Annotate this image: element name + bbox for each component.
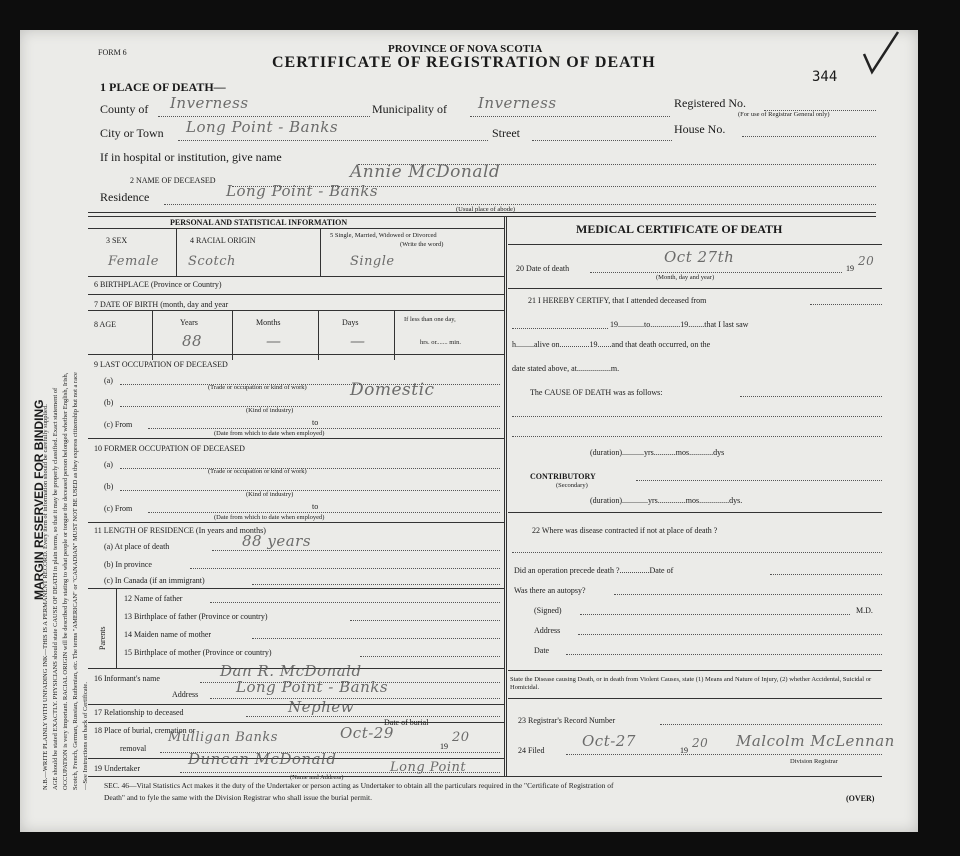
employed-note-1: (Date from which to date when employed) xyxy=(214,430,325,437)
margin-note-5: —See Instructions on back of Certificate. xyxy=(82,682,89,790)
hospital-label: If in hospital or institution, give name xyxy=(100,150,282,164)
last-occupation-label: 9 LAST OCCUPATION OF DECEASED xyxy=(94,360,228,369)
contributory-label: CONTRIBUTORY xyxy=(530,472,596,481)
parents-label: Parents xyxy=(98,626,107,650)
former-occupation-b-label: (b) xyxy=(104,482,114,491)
racial-value: Scotch xyxy=(188,254,236,269)
medical-heading: MEDICAL CERTIFICATE OF DEATH xyxy=(576,222,783,236)
birthplace-label: 6 BIRTHPLACE (Province or Country) xyxy=(94,280,222,289)
months-label: Months xyxy=(256,318,281,327)
county-label: County of xyxy=(100,102,149,116)
days-label: Days xyxy=(342,318,359,327)
form-number: FORM 6 xyxy=(98,48,127,57)
last-occupation-b-label: (b) xyxy=(104,398,114,407)
last-occupation-to-label: to xyxy=(312,418,319,427)
margin-note-3: OCCUPATION is very important. RACIAL ORIGIN will be described by stating to what people or tongue the deceased person belonged whether English, Irish, xyxy=(62,372,69,790)
binding-margin-label: MARGIN RESERVED FOR BINDING xyxy=(32,399,46,600)
name-address-note: (Name and Address) xyxy=(290,774,344,781)
county-value: Inverness xyxy=(170,94,249,112)
undertaker-address-value: Long Point xyxy=(390,760,467,775)
duration-2: (duration).............yrs..............mos...............dys. xyxy=(590,496,743,505)
burial-date-value: Oct-29 xyxy=(340,724,394,742)
contracted-label: 22 Where was disease contracted if not at place of death ? xyxy=(532,526,718,535)
cause-label: The CAUSE OF DEATH was as follows: xyxy=(530,388,663,397)
division-registrar-label: Division Registrar xyxy=(790,758,838,765)
municipality-label: Municipality of xyxy=(372,102,447,116)
footer-text: SEC. 46—Vital Statistics Act makes it the duty of the Undertaker or person acting as Undertaker to obtain all the particulars required in the "Certificate of Registration of xyxy=(104,781,614,790)
certify-line-2: 19.............to...............19........that I last saw xyxy=(610,320,749,329)
certificate-title: CERTIFICATE OF REGISTRATION OF DEATH xyxy=(272,54,656,71)
month-day-year-note: (Month, day and year) xyxy=(656,274,715,281)
medical-date-label: Date xyxy=(534,646,550,655)
at-place-value: 88 years xyxy=(242,532,312,550)
residence-label: Residence xyxy=(100,190,150,204)
province-heading: PROVINCE OF NOVA SCOTIA xyxy=(388,43,543,55)
employed-note-2: (Date from which to date when employed) xyxy=(214,514,325,521)
death-year-prefix: 19 xyxy=(846,264,854,273)
certificate-number: 344 xyxy=(812,69,838,85)
former-occupation-label: 10 FORMER OCCUPATION OF DECEASED xyxy=(94,444,245,453)
removal-label: removal xyxy=(120,744,147,753)
last-occupation-a-label: (a) xyxy=(104,376,113,385)
usual-place-note: (Usual place of abode) xyxy=(456,206,516,213)
certify-text: 21 I HEREBY CERTIFY, that I attended deceased from xyxy=(528,296,707,305)
age-years-value: 88 xyxy=(182,332,203,350)
name-deceased-label: 2 NAME OF DECEASED xyxy=(130,176,216,185)
margin-notes xyxy=(24,100,102,800)
informant-value: Dan R. McDonald xyxy=(220,662,362,680)
former-occupation-from-label: (c) From xyxy=(104,504,133,513)
certify-line-4: date stated above, at.................m. xyxy=(512,364,620,373)
birthplace-mother-label: 15 Birthplace of mother (Province or country) xyxy=(124,648,272,657)
name-deceased-value: Annie McDonald xyxy=(350,162,501,182)
relationship-label: 17 Relationship to deceased xyxy=(94,708,184,717)
write-word-note: (Write the word) xyxy=(400,241,444,248)
checkmark-icon xyxy=(858,30,908,76)
death-certificate xyxy=(20,30,918,832)
over-label: (OVER) xyxy=(846,794,875,803)
division-registrar-signature: Malcolm McLennan xyxy=(736,732,895,750)
duration-1: (duration)...........yrs...........mos............dys xyxy=(590,448,725,457)
at-place-label: (a) At place of death xyxy=(104,542,170,551)
sex-value: Female xyxy=(108,254,159,269)
industry-note-2: (Kind of industry) xyxy=(246,491,294,498)
footer-text-2: Death" and to fyle the same with the Division Registrar who shall issue the burial permit. xyxy=(104,793,373,802)
age-label: 8 AGE xyxy=(94,320,116,329)
years-label: Years xyxy=(180,318,198,327)
industry-note-1: (Kind of industry) xyxy=(246,407,294,414)
place-of-death-label: 1 PLACE OF DEATH— xyxy=(100,80,226,94)
city-value: Long Point - Banks xyxy=(186,118,339,136)
less-one-day-label: If less than one day, xyxy=(404,316,456,323)
undertaker-value: Duncan McDonald xyxy=(188,750,337,768)
certify-line-3: h.........alive on...............19.......and that death occurred, on the xyxy=(512,340,711,349)
father-label: 12 Name of father xyxy=(124,594,183,603)
trade-note-1: (Trade or occupation or kind of work) xyxy=(208,384,307,391)
dob-label: 7 DATE OF BIRTH (month, day and year xyxy=(94,300,229,309)
autopsy-label: Was there an autopsy? xyxy=(514,586,586,595)
marital-label: 5 Single, Married, Widowed or Divorced xyxy=(330,232,437,239)
former-occupation-to-label: to xyxy=(312,502,319,511)
filed-year-prefix: 19 xyxy=(680,746,688,755)
informant-address-value: Long Point - Banks xyxy=(236,678,389,696)
last-occupation-from-label: (c) From xyxy=(104,420,133,429)
informant-address-label: Address xyxy=(172,690,199,699)
municipality-value: Inverness xyxy=(478,94,557,112)
personal-info-heading: PERSONAL AND STATISTICAL INFORMATION xyxy=(170,218,348,227)
registered-no-label: Registered No. xyxy=(674,96,746,110)
date-death-value: Oct 27th xyxy=(664,248,735,266)
house-no-label: House No. xyxy=(674,122,726,136)
margin-note-2: AGE should be stated EXACTLY. PHYSICIANS should state CAUSE OF DEATH in plain terms, so that it may be properly classified. Exact statement of xyxy=(52,387,59,790)
medical-address-label: Address xyxy=(534,626,561,635)
length-residence-label: 11 LENGTH OF RESIDENCE (In years and months) xyxy=(94,526,266,535)
former-occupation-a-label: (a) xyxy=(104,460,113,469)
in-canada-label: (c) In Canada (if an immigrant) xyxy=(104,576,205,585)
birthplace-father-label: 13 Birthplace of father (Province or country) xyxy=(124,612,268,621)
hrs-min-label: hrs. or....... min. xyxy=(420,339,461,346)
burial-place-value: Mulligan Banks xyxy=(168,730,278,745)
occupation-value: Domestic xyxy=(350,380,435,400)
secondary-note: (Secondary) xyxy=(556,482,588,489)
relationship-value: Nephew xyxy=(288,698,354,716)
violent-causes-note: State the Disease causing Death, or in death from Violent Causes, state (1) Means and Nature of Injury, (2) whether Accidental, Suicidal or Homicidal. xyxy=(510,676,872,691)
maiden-label: 14 Maiden name of mother xyxy=(124,630,212,639)
city-label: City or Town xyxy=(100,126,164,140)
trade-note-2: (Trade or occupation or kind of work) xyxy=(208,468,307,475)
death-year-value: 20 xyxy=(858,254,875,268)
in-province-label: (b) In province xyxy=(104,560,152,569)
md-label: M.D. xyxy=(856,606,873,615)
burial-place-label: 18 Place of burial, cremation or xyxy=(94,726,196,735)
operation-label: Did an operation precede death ?...............Date of xyxy=(514,566,674,575)
burial-year-value: 20 xyxy=(452,730,470,745)
informant-label: 16 Informant's name xyxy=(94,674,160,683)
sex-label: 3 SEX xyxy=(106,236,128,245)
date-death-label: 20 Date of death xyxy=(516,264,570,273)
burial-year-prefix: 19 xyxy=(440,742,448,751)
racial-origin-label: 4 RACIAL ORIGIN xyxy=(190,236,256,245)
filed-year-value: 20 xyxy=(692,736,709,750)
undertaker-label: 19 Undertaker xyxy=(94,764,140,773)
burial-date-label: Date of burial xyxy=(384,718,429,727)
registrar-use-note: (For use of Registrar General only) xyxy=(738,111,830,118)
residence-value: Long Point - Banks xyxy=(226,182,379,200)
filed-date-value: Oct-27 xyxy=(582,732,636,750)
age-months-value: — xyxy=(266,332,282,350)
margin-note-1: N.B.—WRITE PLAINLY WITH UNFADING INK—THIS IS A PERMANENT RECORD. Every item of information should be carefully supplied. xyxy=(42,404,49,790)
age-days-value: — xyxy=(350,332,366,350)
filed-label: 24 Filed xyxy=(518,746,545,755)
marital-value: Single xyxy=(350,254,395,269)
margin-note-4: Scotch, French, German, Russian, Ruthenian, etc. The terms "AMERICAN" or "CANADIAN" MUST NOT BE USED as they express citizenship but not a race xyxy=(72,372,79,790)
street-label: Street xyxy=(492,126,520,140)
registrar-record-label: 23 Registrar's Record Number xyxy=(518,716,616,725)
signed-label: (Signed) xyxy=(534,606,562,615)
